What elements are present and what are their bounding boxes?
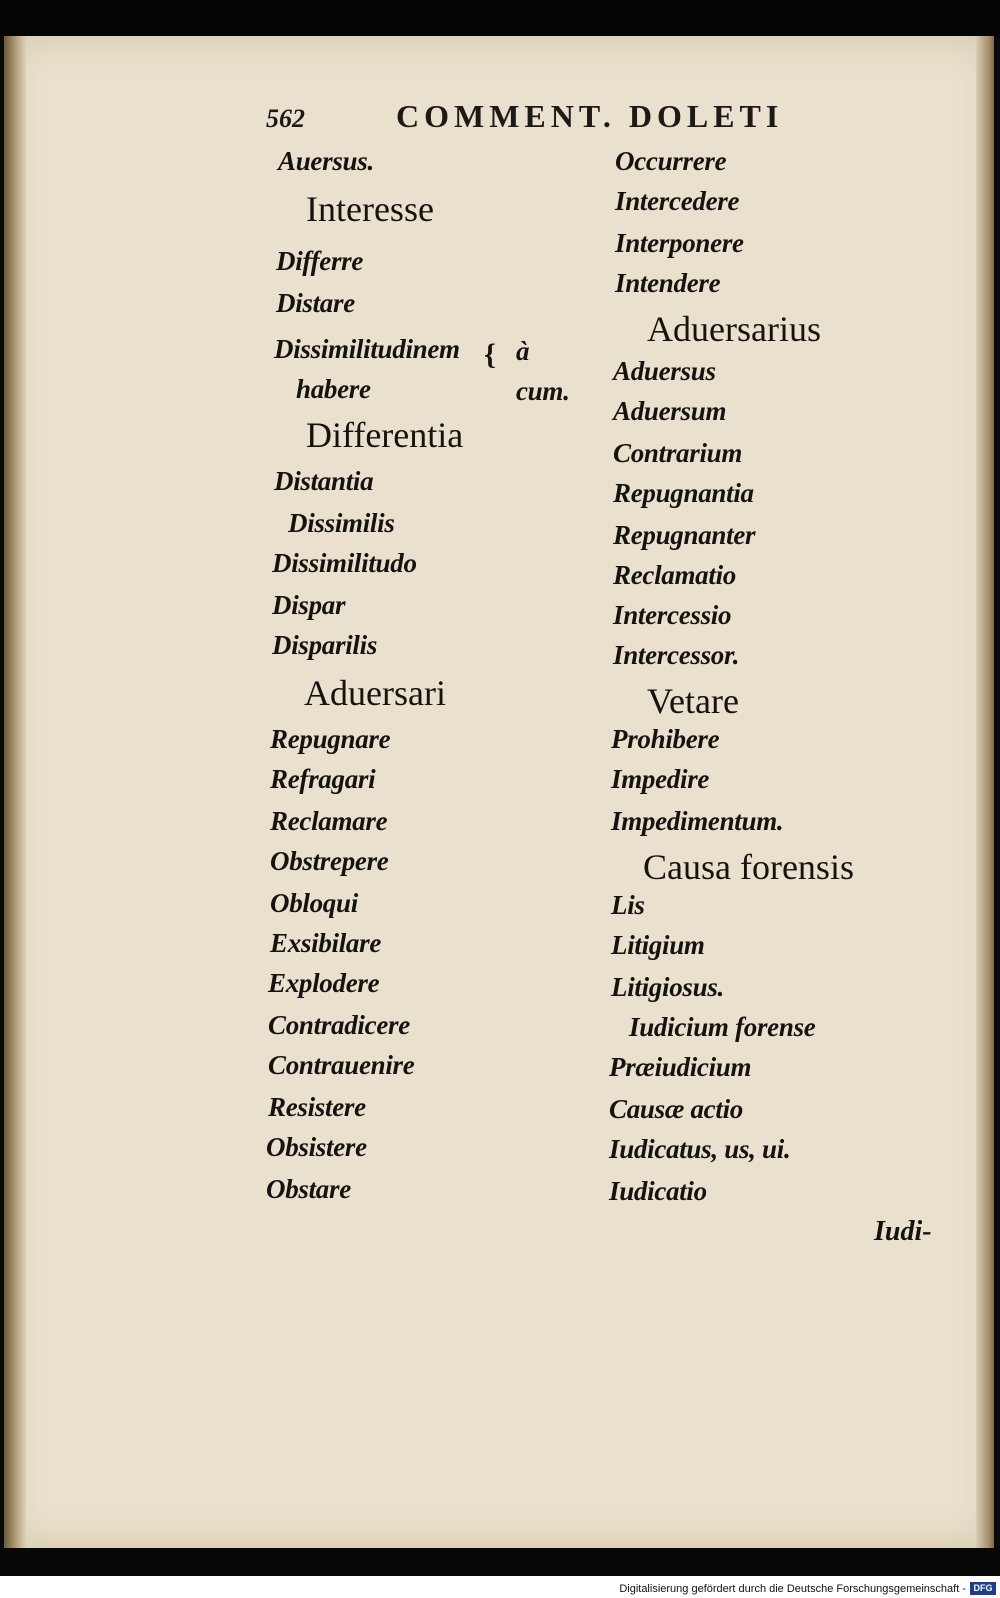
running-header [266,98,866,138]
section-heading: Aduersarius [647,309,821,349]
running-title: COMMENT. DOLETI [396,98,784,134]
list-item: Iudicatus, us, ui. [609,1134,791,1164]
list-item: Reclamare [270,806,388,836]
top-scan-border [0,0,1000,38]
book-page [4,36,994,1548]
page-number: 562 [266,104,305,133]
page-spine-shadow [4,36,26,1548]
list-item: Auersus. [278,146,374,176]
section-heading: Interesse [306,189,434,229]
list-item: Reclamatio [613,560,736,590]
list-item: Obsistere [266,1132,367,1162]
list-item: Refragari [270,764,376,794]
list-item: Lis [611,890,645,920]
list-item: Litigium [611,930,705,960]
list-item: Obstrepere [270,846,389,876]
list-item: Differre [276,246,364,276]
list-item: Intercedere [615,186,740,216]
list-item: Impedimentum. [611,806,784,836]
brace-note-1: à [516,336,530,366]
list-item: Intercessor. [613,640,740,670]
list-item: Obloqui [270,888,358,918]
list-item: Intendere [615,268,721,298]
footer-bar [0,1548,1000,1598]
brace-note-2: cum. [516,376,570,406]
list-item: Aduersum [613,396,727,426]
list-item: Intercessio [613,600,732,630]
list-item: Repugnare [270,724,391,754]
list-item: Repugnantia [613,478,754,508]
list-item: Litigiosus. [611,972,724,1002]
list-item: Præiudicium [609,1052,752,1082]
list-item: Contradicere [268,1010,410,1040]
list-item: Contrauenire [268,1050,415,1080]
catchword: Iudi- [874,1216,932,1247]
section-heading: Aduersari [304,673,446,713]
list-item: habere [296,374,371,404]
list-item: Aduersus [613,356,716,386]
list-item: Causæ actio [609,1094,743,1124]
list-item: Distare [276,288,355,318]
list-item: Obstare [266,1174,351,1204]
page-fore-edge [976,36,994,1548]
list-item: Occurrere [615,146,727,176]
list-item: Disparilis [272,630,378,660]
list-item: Explodere [268,968,380,998]
list-item: Distantia [274,466,374,496]
digitization-credit: Digitalisierung gefördert durch die Deutsche Forschungsgemeinschaft - [619,1583,966,1595]
section-heading: Vetare [647,681,739,721]
list-item: Iudicatio [609,1176,707,1206]
list-item: Dissimilitudinem [274,334,460,364]
list-item: Repugnanter [613,520,756,550]
brace-glyph: { [484,338,496,371]
section-heading: Differentia [306,415,464,455]
list-item: Dispar [272,590,346,620]
list-item: Exsibilare [270,928,382,958]
list-item: Dissimilis [288,508,395,538]
list-item: Interponere [615,228,744,258]
list-item: Dissimilitudo [272,548,417,578]
list-item: Contrarium [613,438,743,468]
list-item: Impedire [611,764,710,794]
list-item: Prohibere [611,724,720,754]
dfg-logo: DFG [970,1582,996,1595]
section-heading: Causa forensis [643,847,854,887]
list-item: Resistere [268,1092,366,1122]
bottom-scan-border [0,1548,1000,1576]
list-item: Iudicium forense [629,1012,816,1042]
